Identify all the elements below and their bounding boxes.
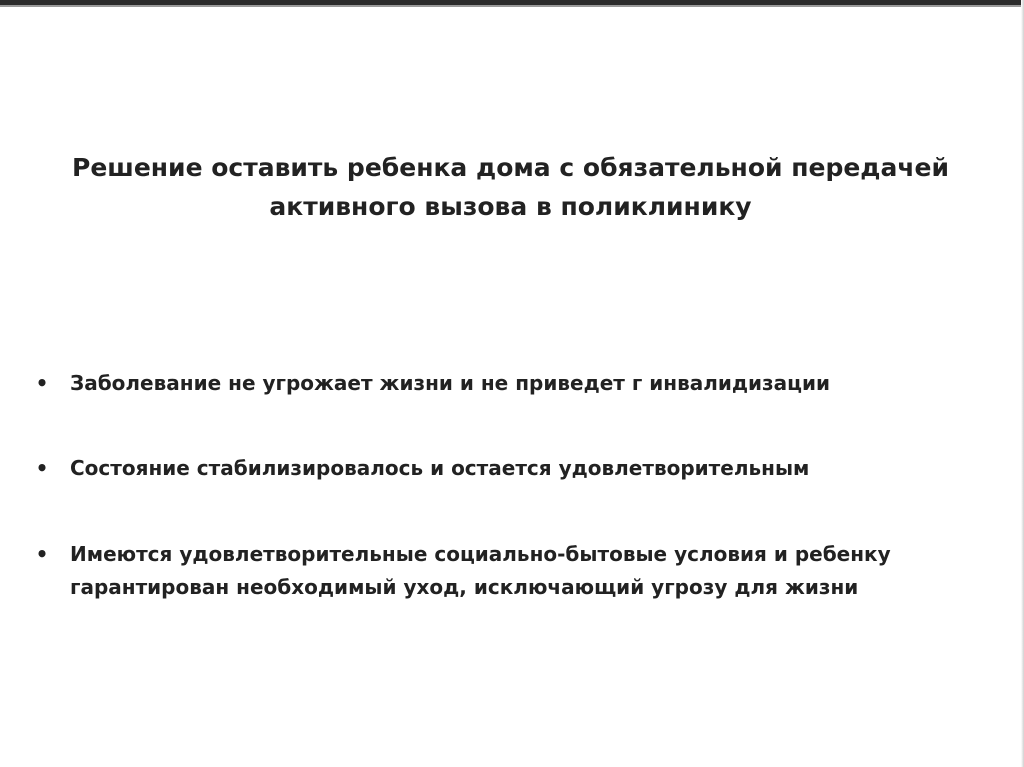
- bullet-text: Имеются удовлетворительные социально-бытовые условия и ребенку гарантирован необходимый уход, исключающий угрозу для жизни: [70, 542, 891, 599]
- bullet-marker: •: [35, 456, 49, 480]
- list-item: [30, 538, 990, 604]
- list-item: [30, 367, 990, 400]
- bullet-text: Состояние стабилизировалось и остается удовлетворительным: [70, 456, 810, 480]
- bullet-list: [30, 367, 990, 604]
- list-item: [30, 452, 990, 485]
- bullet-text: Заболевание не угрожает жизни и не приведет г инвалидизации: [70, 371, 831, 395]
- bullet-marker: •: [35, 371, 49, 395]
- slide-title: Решение оставить ребенка дома с обязательной передачей активного вызова в поликлинику: [72, 153, 949, 221]
- presentation-slide: [0, 7, 1021, 767]
- bullet-marker: •: [35, 542, 49, 566]
